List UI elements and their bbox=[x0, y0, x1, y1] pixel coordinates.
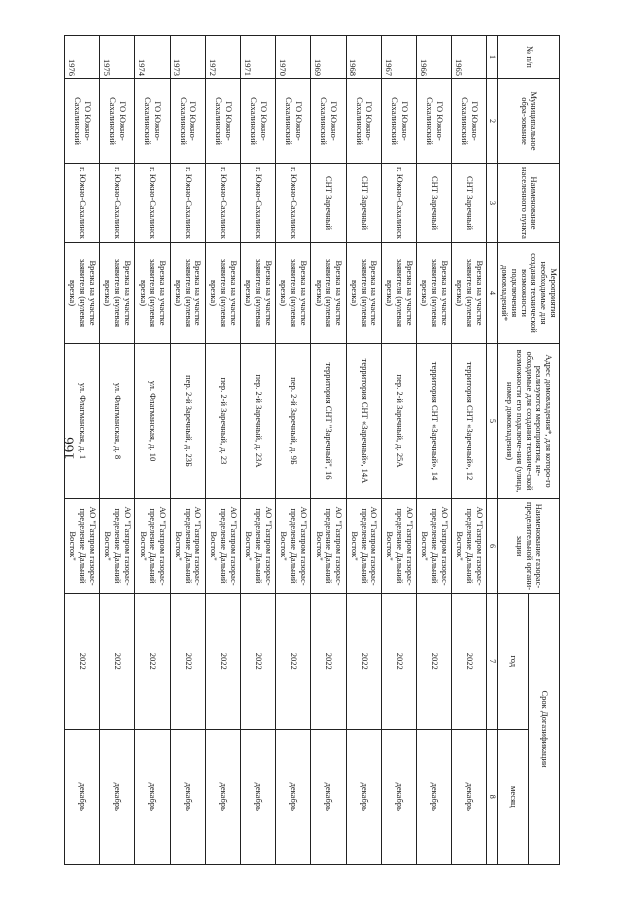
year-cell: 2022 bbox=[135, 594, 170, 730]
municipality-cell: ГО Южно-Сахалинский bbox=[240, 79, 275, 164]
municipality-cell: ГО Южно-Сахалинский bbox=[311, 79, 346, 164]
column-number: 2 bbox=[487, 79, 498, 164]
address-cell: территория СНТ «Заречный», 12 bbox=[452, 344, 487, 499]
header-org: Наименование газорас-пределительной органи-зации bbox=[498, 499, 560, 594]
header-settlement: Наименование населенного пункта bbox=[498, 164, 560, 243]
measures-cell: Врезка на участке заявителя (нулевая врезка) bbox=[100, 243, 135, 344]
measures-cell: Врезка на участке заявителя (нулевая врезка) bbox=[240, 243, 275, 344]
column-number-row bbox=[487, 36, 498, 865]
row-number: 1976 bbox=[64, 36, 99, 79]
table-row bbox=[100, 36, 135, 865]
row-number: 1973 bbox=[170, 36, 205, 79]
header-year: год bbox=[498, 594, 529, 730]
settlement-cell: г. Южно-Сахалинск bbox=[170, 164, 205, 243]
year-cell: 2022 bbox=[170, 594, 205, 730]
table-row bbox=[417, 36, 452, 865]
org-cell: АО "Газпром газорас-пределение Дальний Восток" bbox=[452, 499, 487, 594]
municipality-cell: ГО Южно-Сахалинский bbox=[64, 79, 99, 164]
address-cell: пер. 2-й Заречный, д. 9Б bbox=[276, 344, 311, 499]
gasification-table bbox=[61, 35, 560, 865]
settlement-cell: г. Южно-Сахалинск bbox=[276, 164, 311, 243]
measures-cell: Врезка на участке заявителя (нулевая врезка) bbox=[311, 243, 346, 344]
row-number: 1968 bbox=[346, 36, 381, 79]
row-number: 1965 bbox=[452, 36, 487, 79]
settlement-cell: СНТ Заречный bbox=[346, 164, 381, 243]
settlement-cell: г. Южно-Сахалинск bbox=[135, 164, 170, 243]
measures-cell: Врезка на участке заявителя (нулевая врезка) bbox=[346, 243, 381, 344]
row-number: 1966 bbox=[417, 36, 452, 79]
table-row bbox=[135, 36, 170, 865]
table-row bbox=[276, 36, 311, 865]
month-cell: декабрь bbox=[205, 729, 240, 865]
year-cell: 2022 bbox=[205, 594, 240, 730]
address-cell: пер. 2-й Заречный, д. 23Б bbox=[170, 344, 205, 499]
column-number: 8 bbox=[487, 729, 498, 865]
table-row bbox=[240, 36, 275, 865]
year-cell: 2022 bbox=[452, 594, 487, 730]
measures-cell: Врезка на участке заявителя (нулевая врезка) bbox=[276, 243, 311, 344]
column-number: 3 bbox=[487, 164, 498, 243]
row-number: 1971 bbox=[240, 36, 275, 79]
measures-cell: Врезка на участке заявителя (нулевая врезка) bbox=[170, 243, 205, 344]
address-cell: ул. Флагманская, д. 10 bbox=[135, 344, 170, 499]
month-cell: декабрь bbox=[100, 729, 135, 865]
month-cell: декабрь bbox=[276, 729, 311, 865]
settlement-cell: г. Южно-Сахалинск bbox=[240, 164, 275, 243]
header-num: № п/п bbox=[498, 36, 560, 79]
org-cell: АО "Газпром газорас-пределение Дальний Восток" bbox=[170, 499, 205, 594]
settlement-cell: г. Южно-Сахалинск bbox=[64, 164, 99, 243]
measures-cell: Врезка на участке заявителя (нулевая врезка) bbox=[417, 243, 452, 344]
table-row bbox=[381, 36, 416, 865]
org-cell: АО "Газпром газорас-пределение Дальний Восток" bbox=[100, 499, 135, 594]
municipality-cell: ГО Южно-Сахалинский bbox=[276, 79, 311, 164]
page-number: 166 bbox=[61, 437, 78, 460]
row-number: 1970 bbox=[276, 36, 311, 79]
row-number: 1967 bbox=[381, 36, 416, 79]
address-cell: ул. Флагманская, д. 1 bbox=[64, 344, 99, 499]
measures-cell: Врезка на участке заявителя (нулевая врезка) bbox=[452, 243, 487, 344]
year-cell: 2022 bbox=[311, 594, 346, 730]
header-municipality: Муниципальное обра-зование bbox=[498, 79, 560, 164]
org-cell: АО "Газпром газорас-пределение Дальний Восток" bbox=[135, 499, 170, 594]
year-cell: 2022 bbox=[381, 594, 416, 730]
municipality-cell: ГО Южно-Сахалинский bbox=[417, 79, 452, 164]
year-cell: 2022 bbox=[100, 594, 135, 730]
month-cell: декабрь bbox=[417, 729, 452, 865]
month-cell: декабрь bbox=[170, 729, 205, 865]
year-cell: 2022 bbox=[346, 594, 381, 730]
year-cell: 2022 bbox=[276, 594, 311, 730]
settlement-cell: СНТ Заречный bbox=[311, 164, 346, 243]
settlement-cell: г. Южно-Сахалинск bbox=[381, 164, 416, 243]
address-cell: территория СНТ «Заречный», 14 bbox=[417, 344, 452, 499]
month-cell: декабрь bbox=[64, 729, 99, 865]
table-row bbox=[346, 36, 381, 865]
table-row bbox=[170, 36, 205, 865]
row-number: 1974 bbox=[135, 36, 170, 79]
municipality-cell: ГО Южно-Сахалинский bbox=[452, 79, 487, 164]
org-cell: АО "Газпром газорас-пределение Дальний Восток" bbox=[205, 499, 240, 594]
org-cell: АО "Газпром газорас-пределение Дальний Восток" bbox=[64, 499, 99, 594]
measures-cell: Врезка на участке заявителя (нулевая врезка) bbox=[381, 243, 416, 344]
org-cell: АО "Газпром газорас-пределение Дальний Восток" bbox=[417, 499, 452, 594]
column-number: 5 bbox=[487, 344, 498, 499]
address-cell: ул. Флагманская, д. 8 bbox=[100, 344, 135, 499]
address-cell: пер. 2-й Заречный, д. 25А bbox=[381, 344, 416, 499]
table-row bbox=[452, 36, 487, 865]
year-cell: 2022 bbox=[417, 594, 452, 730]
row-number: 1969 bbox=[311, 36, 346, 79]
municipality-cell: ГО Южно-Сахалинский bbox=[135, 79, 170, 164]
year-cell: 2022 bbox=[64, 594, 99, 730]
org-cell: АО "Газпром газорас-пределение Дальний Восток" bbox=[346, 499, 381, 594]
column-number: 1 bbox=[487, 36, 498, 79]
municipality-cell: ГО Южно-Сахалинский bbox=[100, 79, 135, 164]
header-month: месяц bbox=[498, 729, 529, 865]
org-cell: АО "Газпром газорас-пределение Дальний Восток" bbox=[381, 499, 416, 594]
municipality-cell: ГО Южно-Сахалинский bbox=[170, 79, 205, 164]
address-cell: территория СНТ «Заречный», 14А bbox=[346, 344, 381, 499]
row-number: 1972 bbox=[205, 36, 240, 79]
measures-cell: Врезка на участке заявителя (нулевая врезка) bbox=[135, 243, 170, 344]
municipality-cell: ГО Южно-Сахалинский bbox=[205, 79, 240, 164]
header-deadline: Срок Догазификации bbox=[529, 594, 560, 865]
column-number: 4 bbox=[487, 243, 498, 344]
month-cell: декабрь bbox=[452, 729, 487, 865]
table-body bbox=[61, 36, 486, 865]
address-cell: пер. 2-й Заречный, д. 23А bbox=[240, 344, 275, 499]
address-cell: территория СНТ "Заречный", 16 bbox=[311, 344, 346, 499]
year-cell: 2022 bbox=[240, 594, 275, 730]
month-cell: декабрь bbox=[346, 729, 381, 865]
settlement-cell: г. Южно-Сахалинск bbox=[205, 164, 240, 243]
month-cell: декабрь bbox=[240, 729, 275, 865]
org-cell: АО "Газпром газорас-пределение Дальний Восток" bbox=[276, 499, 311, 594]
settlement-cell: г. Южно-Сахалинск bbox=[100, 164, 135, 243]
month-cell: декабрь bbox=[381, 729, 416, 865]
table-row bbox=[205, 36, 240, 865]
municipality-cell: ГО Южно-Сахалинский bbox=[381, 79, 416, 164]
settlement-cell: СНТ Заречный bbox=[452, 164, 487, 243]
month-cell: декабрь bbox=[135, 729, 170, 865]
org-cell: АО "Газпром газорас-пределение Дальний Восток" bbox=[240, 499, 275, 594]
table-row bbox=[64, 36, 99, 865]
address-cell: пер. 2-й Заречный, д. 23 bbox=[205, 344, 240, 499]
header-address: Адрес домовладения*, для которо-го реализуются мероприятия, не-обходимые для создания техниче-ской возможности его подключе-ния (улица, номер домовладения) bbox=[498, 344, 560, 499]
measures-cell: Врезка на участке заявителя (нулевая врезка) bbox=[64, 243, 99, 344]
municipality-cell: ГО Южно-Сахалинский bbox=[346, 79, 381, 164]
column-number: 6 bbox=[487, 499, 498, 594]
month-cell: декабрь bbox=[311, 729, 346, 865]
column-number: 7 bbox=[487, 594, 498, 730]
header-row bbox=[529, 36, 560, 865]
measures-cell: Врезка на участке заявителя (нулевая врезка) bbox=[205, 243, 240, 344]
row-number: 1975 bbox=[100, 36, 135, 79]
org-cell: АО "Газпром газорас-пределение Дальний Восток" bbox=[311, 499, 346, 594]
header-measures: Мероприятия необходимые для создания технической возможности подключения домовладений* bbox=[498, 243, 560, 344]
settlement-cell: СНТ Заречный bbox=[417, 164, 452, 243]
table-row bbox=[311, 36, 346, 865]
